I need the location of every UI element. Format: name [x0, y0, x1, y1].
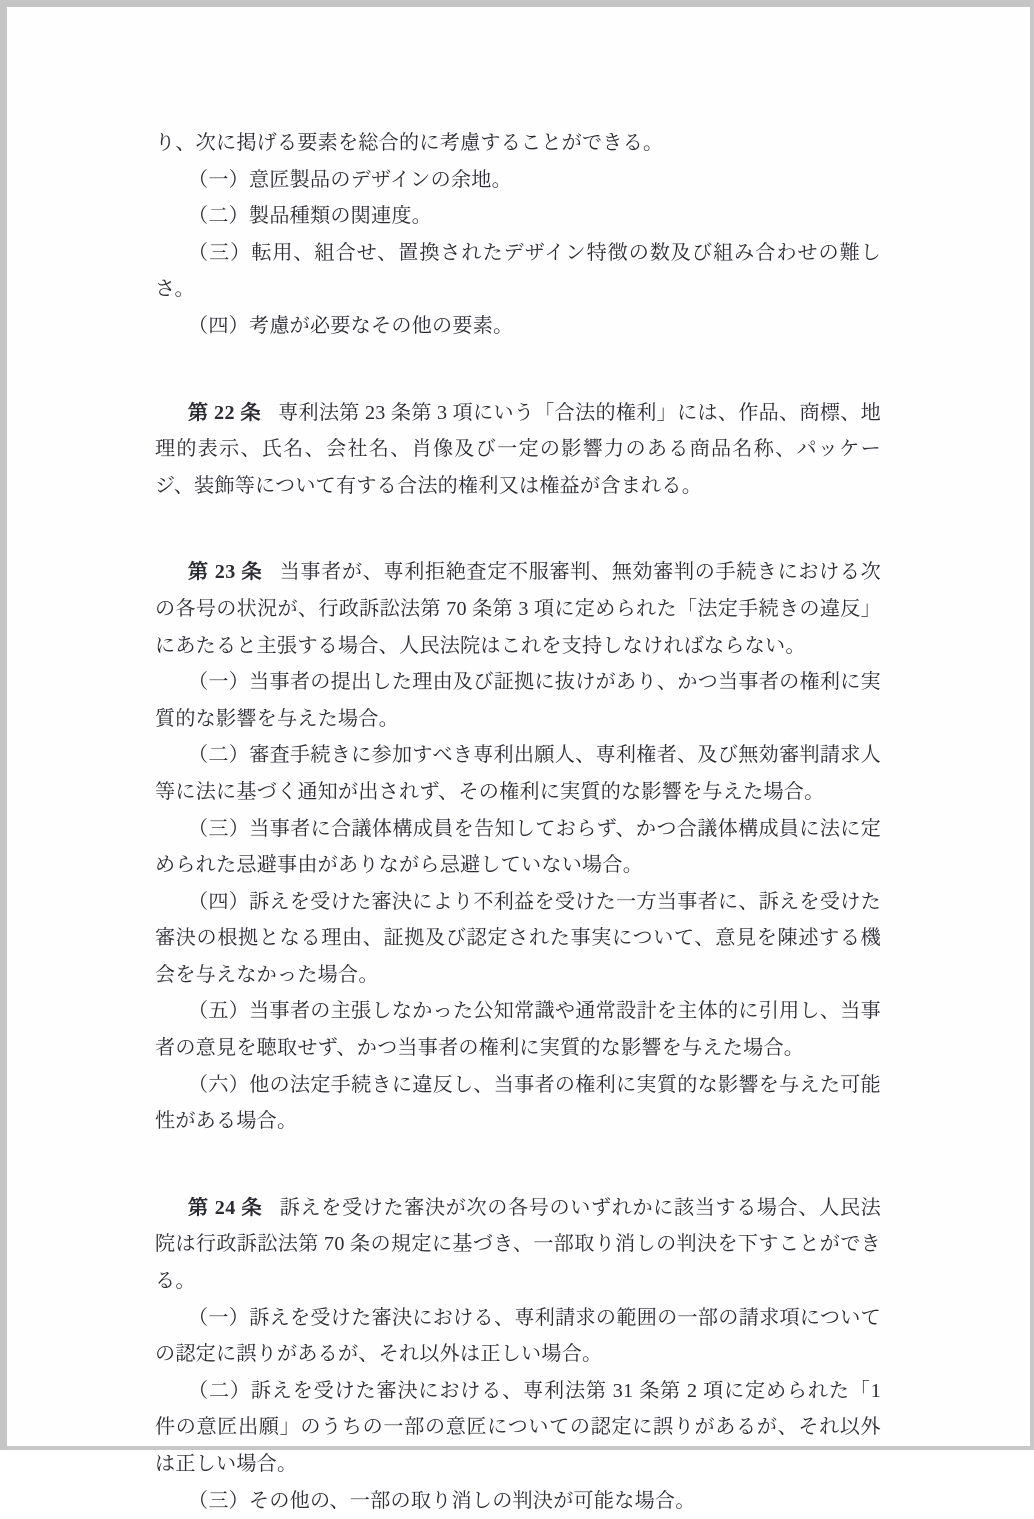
section-spacer	[155, 1140, 881, 1190]
list-item: （四）訴えを受けた審決により不利益を受けた一方当事者に、訴えを受けた審決の根拠となる理由、証拠及び認定された事実について、意見を陳述する機会を与えなかった場合。	[155, 890, 881, 986]
list-item: （三）当事者に合議体構成員を告知しておらず、かつ合議体構成員に法に定められた忌避事由がありながら忌避していない場合。	[155, 817, 881, 877]
intro-continuation-paragraph: り、次に掲げる要素を総合的に考慮することができる。	[155, 132, 664, 154]
article-paragraph	[155, 1190, 881, 1300]
list-item: （三）その他の、一部の取り消しの判決が可能な場合。	[188, 1489, 696, 1512]
list-item: （一）訴えを受けた審決における、専利請求の範囲の一部の請求項についての認定に誤りがあるが、それ以外は正しい場合。	[155, 1306, 881, 1366]
list-item: （六）他の法定手続きに違反し、当事者の権利に実質的な影響を与えた可能性がある場合。	[155, 1073, 881, 1133]
section-spacer	[155, 345, 881, 395]
article-body: 当事者が、専利拒絶査定不服審判、無効審判の手続きにおける次の各号の状況が、行政訴訟法第 70 条第 3 項に定められた「法定手続きの違反」にあたると主張する場合、人民法院はこれを支持しなければならない。	[155, 561, 881, 657]
article-label: 第 23 条	[188, 561, 263, 584]
list-item: （五）当事者の主張しなかった公知常識や通常設計を主体的に引用し、当事者の意見を聴取せず、かつ当事者の権利に実質的な影響を与えた場合。	[155, 1000, 881, 1060]
article-paragraph	[155, 395, 881, 505]
list-item: （四）考慮が必要なその他の要素。	[188, 314, 514, 337]
list-item: （二）訴えを受けた審決における、専利法第 31 条第 2 項に定められた「1 件の意匠出願」のうちの一部の意匠についての認定に誤りがあるが、それ以外は正しい場合。	[155, 1379, 881, 1475]
list-item: （一）意匠製品のデザインの余地。	[188, 168, 512, 191]
article-body: 専利法第 23 条第 3 項にいう「合法的権利」には、作品、商標、地理的表示、氏名、会社名、肖像及び一定の影響力のある商品名称、パッケージ、装飾等について有する合法的権利又は権益が含まれる。	[155, 401, 882, 497]
list-item: （二）製品種類の関連度。	[188, 205, 433, 228]
section-spacer	[155, 504, 881, 554]
list-item: （二）審査手続きに参加すべき専利出願人、専利権者、及び無効審判請求人等に法に基づく通知が出されず、その権利に実質的な影響を与えた場合。	[155, 744, 881, 803]
article-label: 第 22 条	[188, 401, 262, 424]
article-body: 訴えを受けた審決が次の各号のいずれかに該当する場合、人民法院は行政訴訟法第 70 条の規定に基づき、一部取り消しの判決を下すことができる。	[155, 1196, 881, 1293]
article-paragraph	[155, 554, 881, 664]
text-column	[155, 125, 881, 1519]
list-item: （一）当事者の提出した理由及び証拠に抜けがあり、かつ当事者の権利に実質的な影響を与えた場合。	[155, 671, 881, 730]
article-label: 第 24 条	[188, 1196, 263, 1219]
list-item: （三）転用、組合せ、置換されたデザイン特徴の数及び組み合わせの難しさ。	[155, 241, 881, 301]
